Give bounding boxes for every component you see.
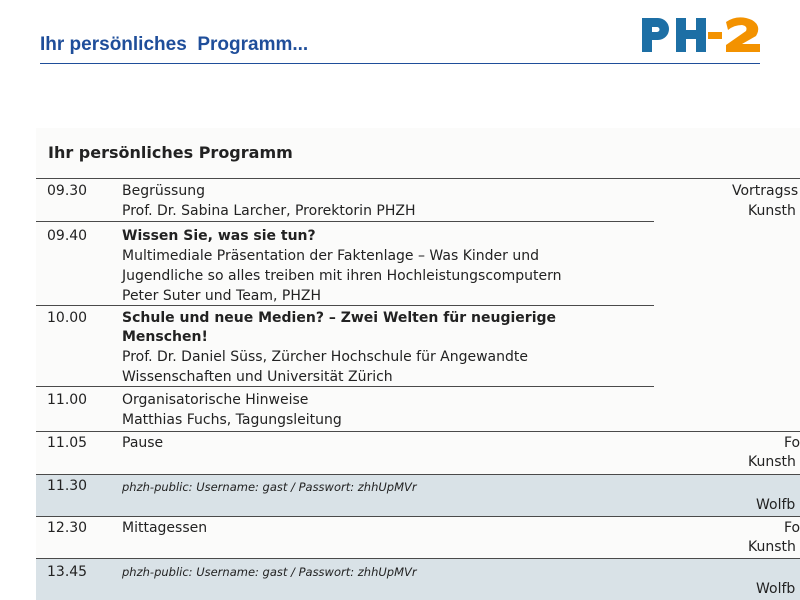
divider-line [36,516,800,517]
title-divider [40,63,760,64]
location-label: Fo [784,435,800,451]
logo-letter-h [676,18,706,52]
row-title: Schule und neue Medien? – Zwei Welten für neugierige [122,310,557,326]
location-label: Wolfb [756,581,796,597]
row-speaker: Prof. Dr. Daniel Süss, Zürcher Hochschule für Angewandte [122,349,528,365]
wifi-note: phzh-public: Username: gast / Passwort: zhhUpMVr [122,565,417,579]
location-label: Kunsth [748,203,796,219]
row-time: 09.30 [47,183,88,199]
row-time: 11.00 [47,392,88,408]
divider-line [36,178,800,179]
row-description: Jugendliche so alles treiben mit ihren Hochleistungscomputern [122,268,562,284]
row-time: 09.40 [47,228,88,244]
row-time: 11.05 [47,435,88,451]
row-description: Multimediale Präsentation der Faktenlage – Was Kinder und [122,248,539,264]
row-speaker: Wissenschaften und Universität Zürich [122,369,393,385]
logo-letter-z [726,17,760,52]
wifi-note: phzh-public: Username: gast / Passwort: zhhUpMVr [122,480,417,494]
divider-line [36,431,800,432]
location-label: Fo [784,520,800,536]
logo-dash [708,32,722,39]
logo-letter-p [642,18,669,52]
row-title: Pause [122,435,164,451]
row-title: Mittagessen [122,520,208,536]
divider-line [36,558,800,559]
phz-logo [638,12,766,56]
row-speaker: Peter Suter und Team, PHZH [122,288,322,304]
location-label: Kunsth [748,454,796,470]
location-label: Vortragss [732,183,799,199]
row-time: 11.30 [47,478,88,494]
location-label: Kunsth [748,539,796,555]
divider-line [36,221,654,222]
row-speaker: Prof. Dr. Sabina Larcher, Prorektorin PHZH [122,203,416,219]
slide-title: Ihr persönliches Programm... [40,34,309,55]
row-time: 13.45 [47,564,88,580]
row-time: 10.00 [47,310,88,326]
row-speaker: Matthias Fuchs, Tagungsleitung [122,412,342,428]
location-label: Wolfb [756,497,796,513]
row-time: 12.30 [47,520,88,536]
row-title: Wissen Sie, was sie tun? [122,228,316,244]
row-title: Organisatorische Hinweise [122,392,309,408]
divider-line [36,474,800,475]
row-title: Begrüssung [122,183,205,199]
program-heading: Ihr persönliches Programm [48,143,293,162]
row-title: Menschen! [122,329,208,345]
program-scan [36,128,800,600]
